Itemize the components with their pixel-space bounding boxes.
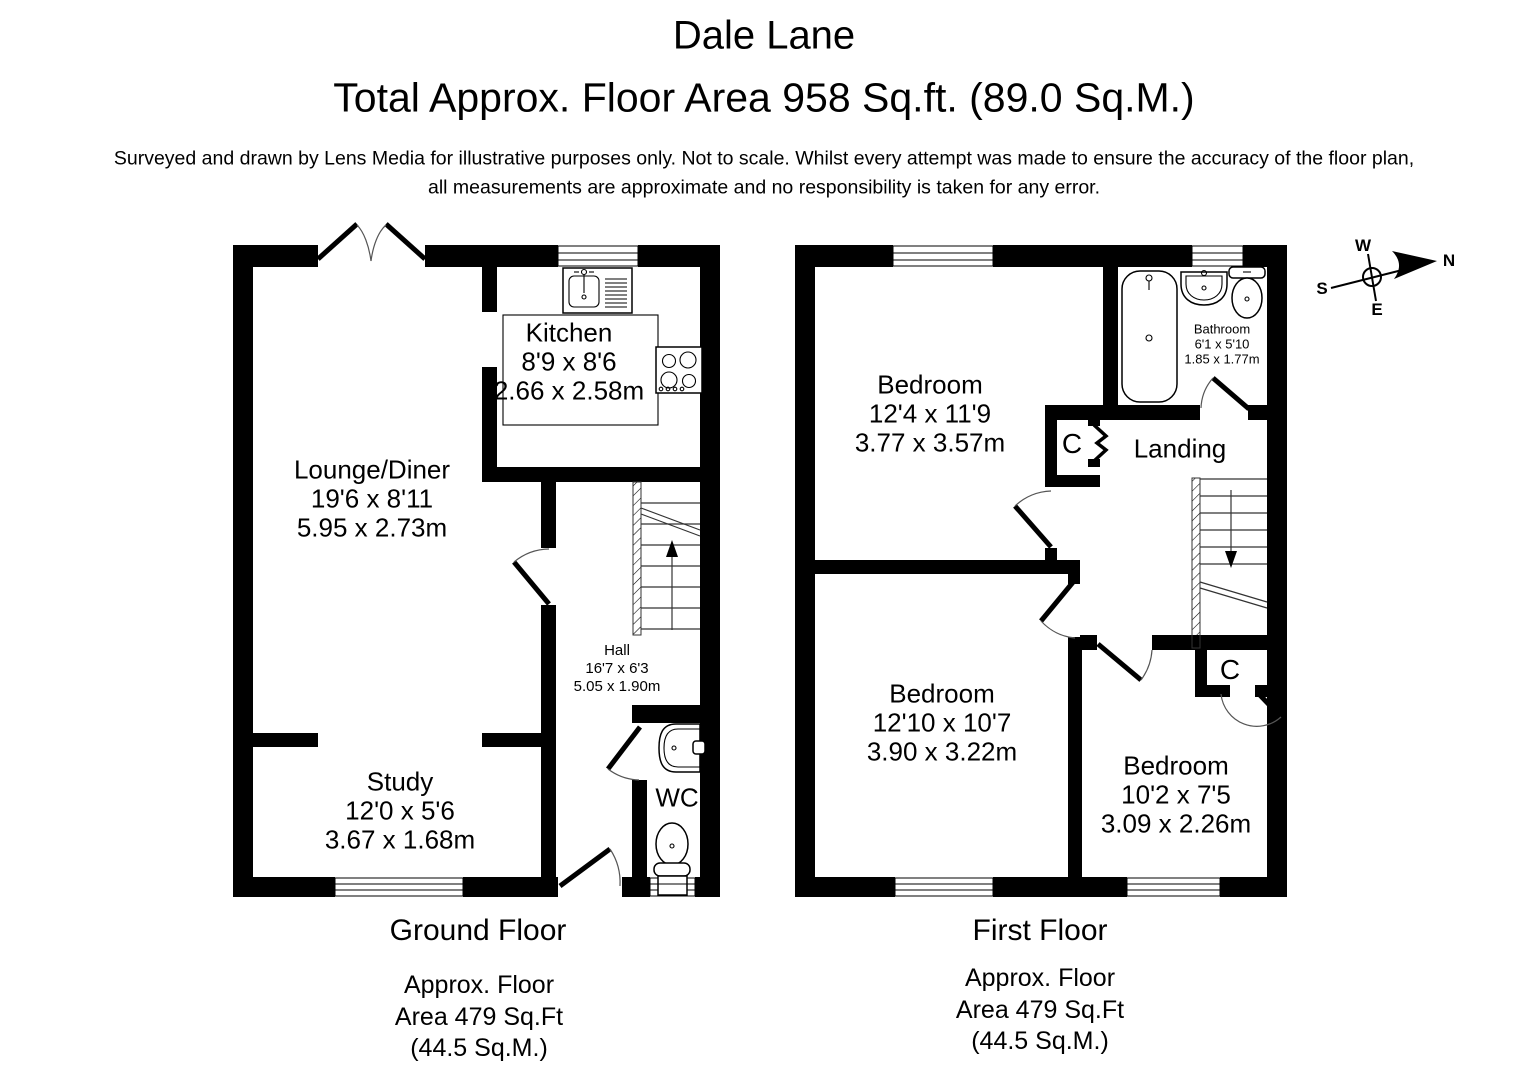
disclaimer-line-1: Surveyed and drawn by Lens Media for illustrative purposes only. Not to scale. Whilst every attempt was made to ensure the accuracy of the floor plan, bbox=[113, 147, 1415, 170]
bedroom2-label bbox=[867, 680, 1017, 767]
first-floor-area-line1: Approx. Floor bbox=[964, 963, 1116, 992]
wc-basin-icon bbox=[659, 724, 705, 772]
bedroom3-door bbox=[1098, 644, 1152, 680]
bedroom2-dims-imperial: 12'10 x 10'7 bbox=[872, 707, 1012, 738]
kitchen-label bbox=[494, 319, 644, 406]
page-title: Dale Lane bbox=[672, 13, 856, 58]
bedroom2-dims-metric: 3.90 x 3.22m bbox=[866, 736, 1018, 767]
bathroom-dims-metric: 1.85 x 1.77m bbox=[1184, 351, 1260, 367]
closet2-label: C bbox=[1219, 654, 1241, 685]
hall-name: Hall bbox=[604, 642, 630, 659]
kitchen-name: Kitchen bbox=[525, 317, 613, 348]
page-subtitle: Total Approx. Floor Area 958 Sq.ft. (89.0 Sq.M.) bbox=[333, 74, 1195, 121]
patio-doors bbox=[318, 224, 425, 261]
bathroom-basin-icon bbox=[1181, 271, 1227, 306]
bedroom3-label bbox=[1101, 752, 1251, 839]
first-floor-area-line3: (44.5 Sq.M.) bbox=[971, 1026, 1109, 1055]
lounge-label bbox=[294, 456, 450, 543]
study-dims-metric: 3.67 x 1.68m bbox=[324, 824, 476, 855]
bathroom-name: Bathroom bbox=[1193, 321, 1251, 337]
compass-west-label: W bbox=[1354, 236, 1372, 255]
kitchen-dims-imperial: 8'9 x 8'6 bbox=[521, 346, 617, 377]
lounge-dims-imperial: 19'6 x 8'11 bbox=[310, 483, 434, 514]
closet1-label: C bbox=[1061, 428, 1083, 459]
bedroom2-name: Bedroom bbox=[889, 678, 995, 709]
bathtub-icon bbox=[1122, 271, 1177, 402]
bathroom-door bbox=[1201, 378, 1249, 409]
bathroom-toilet-icon bbox=[1229, 267, 1265, 318]
ground-floor-area-line1: Approx. Floor bbox=[403, 970, 555, 999]
first-floor-area bbox=[956, 963, 1124, 1058]
study-name: Study bbox=[366, 766, 434, 797]
kitchen-dims-metric: 2.66 x 2.58m bbox=[493, 375, 645, 406]
lounge-door bbox=[514, 549, 549, 604]
study-dims-imperial: 12'0 x 5'6 bbox=[345, 795, 455, 826]
first-floor-area-line2: Area 479 Sq.Ft bbox=[955, 995, 1125, 1024]
kitchen-sink-icon bbox=[563, 268, 632, 313]
bedroom3-dims-imperial: 10'2 x 7'5 bbox=[1121, 779, 1231, 810]
bedroom1-door bbox=[1015, 491, 1051, 547]
ground-floor-area-line2: Area 479 Sq.Ft bbox=[394, 1002, 564, 1031]
bedroom1-dims-imperial: 12'4 x 11'9 bbox=[868, 398, 992, 429]
compass-east-label: E bbox=[1371, 300, 1383, 319]
hall-dims-imperial: 16'7 x 6'3 bbox=[585, 660, 649, 677]
lounge-dims-metric: 5.95 x 2.73m bbox=[296, 512, 448, 543]
wc-label: WC bbox=[655, 782, 699, 813]
bedroom1-name: Bedroom bbox=[877, 369, 983, 400]
bedroom1-label bbox=[855, 371, 1005, 458]
ground-floor-area bbox=[395, 970, 563, 1065]
bedroom1-dims-metric: 3.77 x 3.57m bbox=[854, 427, 1006, 458]
ground-floor-geometry bbox=[233, 224, 720, 897]
lounge-name: Lounge/Diner bbox=[293, 454, 451, 485]
first-floor-title: First Floor bbox=[972, 914, 1108, 947]
first-floor-stairs bbox=[1192, 478, 1267, 648]
bedroom2-door bbox=[1041, 581, 1075, 638]
bedroom3-dims-metric: 3.09 x 2.26m bbox=[1100, 808, 1252, 839]
landing-label: Landing bbox=[1133, 433, 1227, 464]
stairs-down-arrow bbox=[1225, 551, 1237, 568]
disclaimer-line-2: all measurements are approximate and no responsibility is taken for any error. bbox=[428, 176, 1100, 199]
bathroom-dims-imperial: 6'1 x 5'10 bbox=[1194, 336, 1250, 352]
stairs-up-arrow bbox=[666, 540, 678, 557]
ground-stairs bbox=[633, 482, 700, 635]
wc-toilet-icon bbox=[654, 823, 690, 895]
front-door bbox=[560, 849, 620, 886]
bathroom-label bbox=[1184, 322, 1259, 367]
kitchen-hob-icon bbox=[656, 347, 702, 393]
hall-label bbox=[574, 642, 661, 696]
hall-dims-metric: 5.05 x 1.90m bbox=[573, 678, 661, 695]
ground-floor-title: Ground Floor bbox=[389, 914, 567, 947]
bedroom3-name: Bedroom bbox=[1123, 750, 1229, 781]
study-label bbox=[325, 768, 475, 855]
ground-floor-area-line3: (44.5 Sq.M.) bbox=[410, 1033, 548, 1062]
closet1-bifold-door bbox=[1094, 425, 1106, 461]
compass-north-label: N bbox=[1442, 251, 1456, 270]
wc-door bbox=[608, 727, 640, 780]
compass-icon bbox=[1331, 251, 1437, 301]
compass-south-label: S bbox=[1316, 279, 1328, 298]
